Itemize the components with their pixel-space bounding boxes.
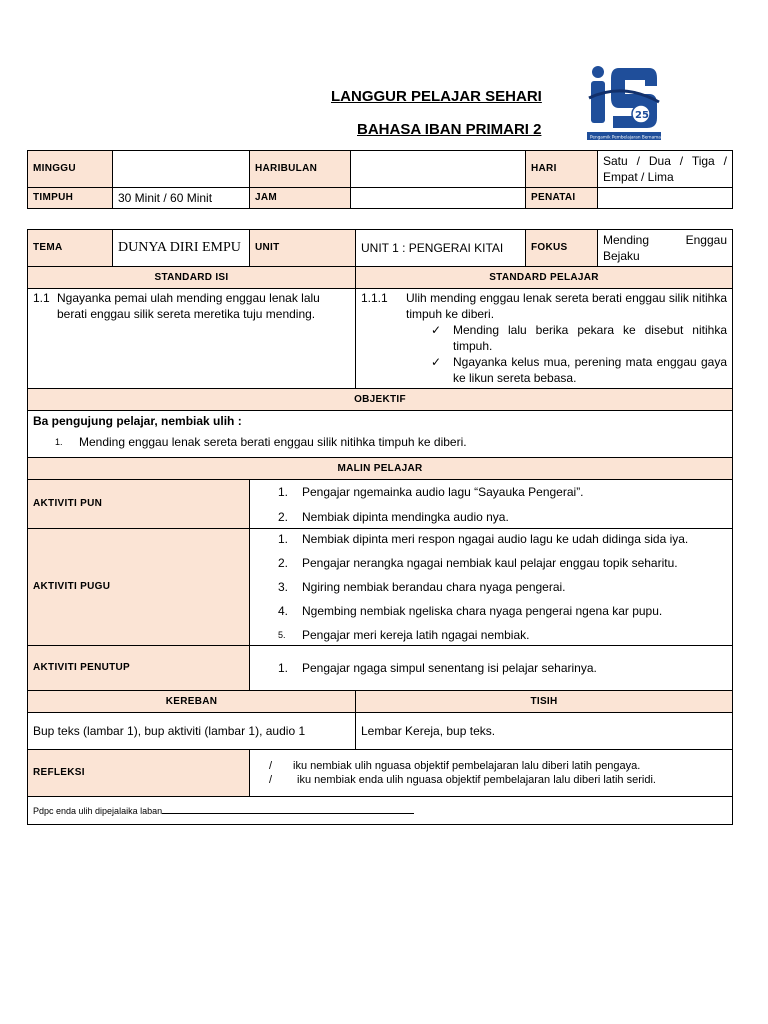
tema-label: TEMA — [28, 230, 113, 267]
unit-label: UNIT — [250, 230, 356, 267]
standard-pelajar-header: STANDARD PELAJAR — [356, 267, 733, 289]
tisih-value: Lembar Kereja, bup teks. — [356, 713, 733, 750]
aktiviti-pugu-list — [278, 531, 727, 643]
tisih-header: TISIH — [356, 691, 733, 713]
checklist-item — [361, 322, 727, 354]
list-number: 2. — [278, 509, 289, 524]
refleksi-line — [255, 773, 727, 787]
objektif-item-number: 1. — [55, 437, 63, 447]
timpuh-value: 30 Minit / 60 Minit — [113, 188, 250, 209]
timpuh-label: TIMPUH — [28, 188, 113, 209]
logo-tagline: Pengamik Pembelajaran Bernama — [590, 134, 661, 140]
aktiviti-pun-list — [278, 484, 727, 525]
page-subtitle: BAHASA IBAN PRIMARI 2 — [357, 121, 542, 138]
pdpc-note: Pdpc enda ulih dipejalaika laban — [33, 805, 163, 816]
standard-isi-header: STANDARD ISI — [28, 267, 356, 289]
standard-pelajar-number: 1.1.1 — [361, 291, 388, 305]
penatai-label: PENATAI — [526, 188, 598, 209]
hari-label: HARI — [526, 151, 598, 188]
aktiviti-pugu-item — [278, 555, 727, 571]
kereban-header: KEREBAN — [28, 691, 356, 713]
list-number: 2. — [278, 556, 289, 570]
checklist-item-text: Mending lalu berika pekara ke disebut nitihka timpuh. — [453, 323, 727, 353]
aktiviti-penutup-item — [278, 660, 727, 676]
aktiviti-pugu-label: AKTIVITI PUGU — [28, 529, 250, 646]
standard-isi-text: Ngayanka pemai ulah mending enggau lenak lalu berati enggau silik sereta meretika tuju mending. — [57, 291, 320, 321]
aktiviti-pugu-item — [278, 603, 727, 619]
objektif-list — [33, 434, 727, 450]
jam-label: JAM — [250, 188, 351, 209]
aktiviti-pugu-cell — [250, 529, 733, 646]
refleksi-text: iku nembiak ulih nguasa objektif pembelajaran lalu diberi latih pengaya. — [293, 760, 641, 772]
list-text: Pengajar nerangka ngagai nembiak kaul pelajar enggau topik seharitu. — [302, 556, 678, 570]
objektif-header: OBJEKTIF — [28, 389, 733, 411]
standard-pelajar-checklist — [361, 322, 727, 386]
unit-value: UNIT 1 : PENGERAI KITAI — [356, 230, 526, 267]
objektif-cell — [28, 411, 733, 458]
aktiviti-pun-cell — [250, 480, 733, 529]
jam-value — [351, 188, 526, 209]
list-text: Ngembing nembiak ngeliska chara nyaga pengerai ngena kar pupu. — [302, 604, 663, 618]
list-number: 4. — [278, 604, 289, 618]
refleksi-mark: / — [269, 774, 273, 786]
fokus-value: Mending Enggau Bejaku — [598, 230, 733, 267]
aktiviti-penutup-cell — [250, 646, 733, 691]
refleksi-text: iku nembiak enda ulih nguasa objektif pembelajaran lalu diberi latih seridi. — [297, 774, 656, 786]
standard-pelajar-text: Ulih mending enggau lenak sereta berati enggau silik nitihka timpuh ke diberi. — [406, 291, 727, 321]
aktiviti-penutup-list — [278, 660, 727, 676]
aktiviti-penutup-label: AKTIVITI PENUTUP — [28, 646, 250, 691]
fokus-label: FOKUS — [526, 230, 598, 267]
checklist-item-text: Ngayanka kelus mua, perening mata enggau gaya ke likun sereta bebasa. — [453, 355, 727, 385]
objektif-item — [55, 434, 727, 450]
pdpc-fill-line — [162, 804, 414, 814]
malin-pelajar-header: MALIN PELAJAR — [28, 458, 733, 480]
tema-value: DUNYA DIRI EMPU — [113, 230, 250, 267]
list-text: Pengajar ngemainka audio lagu “Sayauka Pengerai”. — [302, 484, 584, 499]
standard-isi-cell — [28, 289, 356, 389]
page-title: LANGGUR PELAJAR SEHARI — [331, 88, 542, 105]
list-number: 1. — [278, 484, 289, 499]
aktiviti-pun-label: AKTIVITI PUN — [28, 480, 250, 529]
refleksi-mark: / — [269, 760, 273, 772]
kereban-value: Bup teks (lambar 1), bup aktiviti (lambar 1), audio 1 — [28, 713, 356, 750]
minggu-label: MINGGU — [28, 151, 113, 188]
list-text: Pengajar meri kereja latih ngagai nembiak. — [302, 628, 530, 642]
haribulan-value — [351, 151, 526, 188]
logo-number: 25 — [635, 110, 649, 121]
info-table — [27, 150, 733, 209]
main-table — [27, 229, 733, 825]
hari-value: Satu / Dua / Tiga / Empat / Lima — [598, 151, 733, 188]
objektif-item-text: Mending enggau lenak sereta berati enggau silik nitihka timpuh ke diberi. — [79, 435, 467, 449]
pdpc-note-cell — [28, 797, 733, 825]
objektif-intro: Ba pengujung pelajar, nembiak ulih : — [33, 414, 242, 428]
aktiviti-pun-item — [278, 484, 727, 500]
list-number: 1. — [278, 532, 289, 546]
list-number: 1. — [278, 661, 289, 675]
checklist-item — [361, 354, 727, 386]
checkmark-icon: ✓ — [431, 323, 442, 337]
list-text: Ngiring nembiak berandau chara nyaga pengerai. — [302, 580, 566, 594]
list-number: 3. — [278, 580, 289, 594]
list-text: Nembiak dipinta meri respon ngagai audio lagu ke udah didinga sida iya. — [302, 532, 689, 546]
checkmark-icon: ✓ — [431, 355, 442, 369]
list-text: Nembiak dipinta mendingka audio nya. — [302, 509, 509, 524]
aktiviti-pugu-item — [278, 531, 727, 547]
haribulan-label: HARIBULAN — [250, 151, 351, 188]
minggu-value — [113, 151, 250, 188]
list-text: Pengajar ngaga simpul senentang isi pelajar seharinya. — [302, 661, 597, 675]
is-25-logo-icon — [585, 62, 663, 142]
refleksi-cell — [250, 750, 733, 797]
standard-pelajar-cell — [356, 289, 733, 389]
refleksi-label: REFLEKSI — [28, 750, 250, 797]
aktiviti-pugu-item — [278, 627, 727, 643]
aktiviti-pugu-item — [278, 579, 727, 595]
list-number: 5. — [278, 630, 286, 640]
refleksi-line — [255, 759, 727, 773]
aktiviti-pun-item — [278, 509, 727, 525]
standard-isi-number: 1.1 — [33, 291, 50, 305]
penatai-value — [598, 188, 733, 209]
